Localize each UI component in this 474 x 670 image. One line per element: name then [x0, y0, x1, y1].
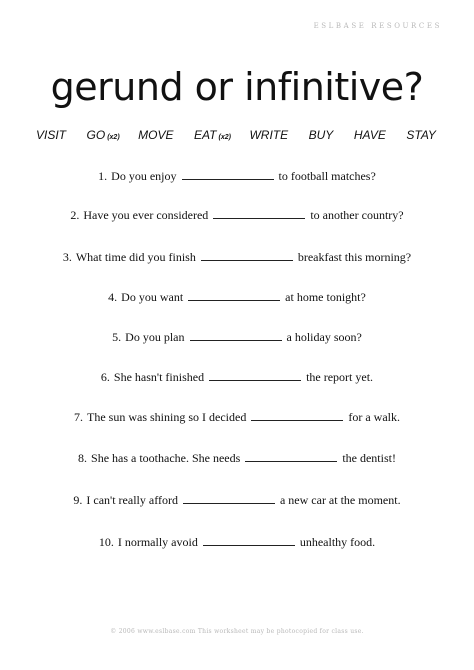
question-number: 6. [100, 370, 110, 384]
answer-blank[interactable] [203, 534, 295, 546]
question-number: 8. [78, 451, 88, 465]
word-bank-item [194, 128, 231, 142]
question-after: breakfast this morning? [297, 250, 412, 264]
answer-blank[interactable] [213, 207, 305, 219]
question-after: at home tonight? [285, 290, 366, 304]
question-item [0, 492, 474, 508]
footer-copyright: © 2006 www.eslbase.com This worksheet may be photocopied for class use. [110, 628, 364, 635]
question-item [0, 207, 474, 223]
word-bank-note: (x2) [218, 134, 231, 141]
question-after: a holiday soon? [286, 330, 362, 344]
word-bank-item [138, 128, 175, 142]
word-bank-word: GO [86, 128, 106, 142]
question-before: I can't really afford [86, 493, 178, 507]
question-number: 1. [98, 169, 108, 183]
word-bank-word: HAVE [353, 128, 386, 142]
question-after: to another country? [310, 208, 404, 222]
question-item [0, 369, 474, 385]
question-after: the dentist! [342, 451, 396, 465]
question-before: Have you ever considered [83, 208, 209, 222]
question-item [0, 289, 474, 305]
question-number: 9. [73, 493, 83, 507]
question-after: the report yet. [306, 370, 374, 384]
word-bank-note: (x2) [107, 134, 120, 141]
word-bank-item [249, 128, 290, 142]
worksheet-title: gerund or infinitive? [50, 65, 424, 109]
question-after: to football matches? [278, 169, 376, 183]
question-before: The sun was shining so I decided [87, 410, 247, 424]
question-number: 7. [74, 410, 84, 424]
answer-blank[interactable] [190, 329, 282, 341]
question-number: 4. [108, 290, 118, 304]
word-bank-word: WRITE [249, 128, 289, 142]
word-bank-item [87, 128, 120, 142]
word-bank-word: MOVE [138, 128, 174, 142]
answer-blank[interactable] [188, 289, 280, 301]
answer-blank[interactable] [209, 369, 301, 381]
answer-blank[interactable] [245, 450, 337, 462]
header-brand: ESLBASE RESOURCES [313, 22, 442, 30]
word-bank-item [406, 128, 438, 142]
word-bank-word: VISIT [36, 128, 67, 142]
question-before: Do you plan [125, 330, 185, 344]
word-bank-item [36, 128, 68, 142]
answer-blank[interactable] [182, 168, 274, 180]
word-bank-item [309, 128, 336, 142]
question-item [0, 249, 474, 265]
question-after: for a walk. [348, 410, 400, 424]
word-bank-word: EAT [194, 128, 217, 142]
question-number: 10. [98, 535, 114, 549]
question-before: Do you want [121, 290, 184, 304]
question-number: 3. [62, 250, 72, 264]
question-number: 5. [112, 330, 122, 344]
question-item [0, 168, 474, 184]
question-after: unhealthy food. [299, 535, 376, 549]
question-before: She hasn't finished [113, 370, 205, 384]
word-bank-word: STAY [406, 128, 436, 142]
answer-blank[interactable] [183, 492, 275, 504]
question-number: 2. [70, 208, 80, 222]
word-bank-item [354, 128, 388, 142]
answer-blank[interactable] [201, 249, 293, 261]
question-before: She has a toothache. She needs [91, 451, 241, 465]
question-before: I normally avoid [117, 535, 198, 549]
question-after: a new car at the moment. [279, 493, 401, 507]
question-item [0, 450, 474, 466]
answer-blank[interactable] [251, 409, 343, 421]
question-before: What time did you finish [75, 250, 196, 264]
word-bank-word: BUY [308, 128, 334, 142]
question-item [0, 409, 474, 425]
word-bank [36, 128, 438, 142]
question-item [0, 534, 474, 550]
question-item [0, 329, 474, 345]
question-before: Do you enjoy [111, 169, 177, 183]
